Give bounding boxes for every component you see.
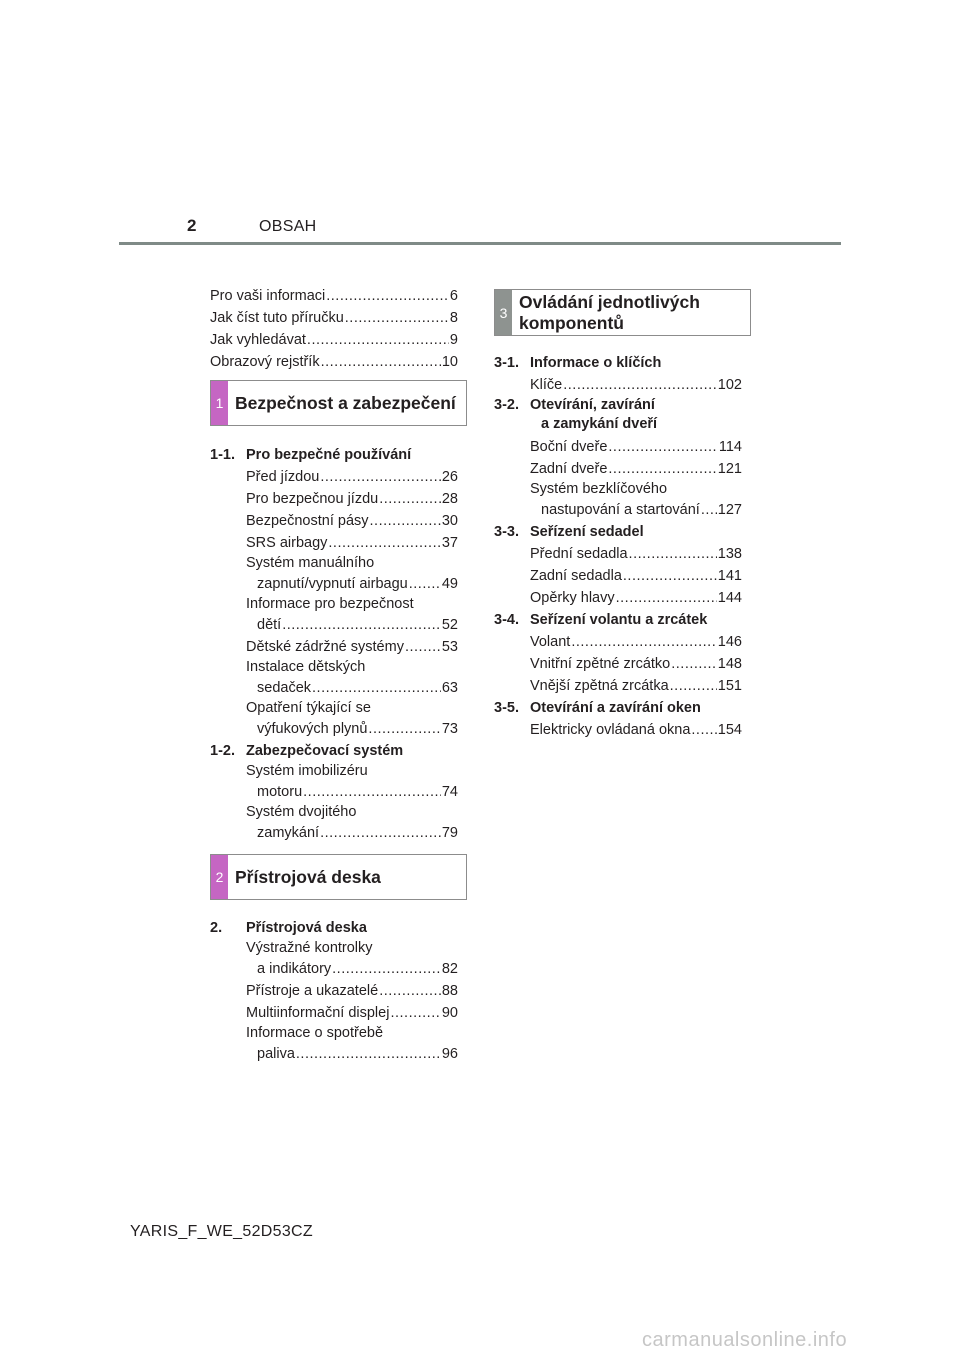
- toc-entry[interactable]: Opatření týkající se výfukových plynů ..... 73: [246, 699, 458, 740]
- toc-entry[interactable]: Zadní sedadla ..... 141: [530, 565, 742, 587]
- toc-entry[interactable]: Klíče ..... 102: [530, 374, 742, 396]
- toc-entry[interactable]: Systém bezklíčového nastupování a startování ..... 127: [530, 480, 742, 521]
- toc-entry[interactable]: SRS airbagy ..... 37: [246, 532, 458, 554]
- toc-entry[interactable]: Pro bezpečnou jízdu ..... 28: [246, 488, 458, 510]
- chapter-1-title: Bezpečnost a zabezpečení: [235, 393, 456, 413]
- toc-entry[interactable]: Volant ..... 146: [530, 631, 742, 653]
- toc-left-column: [210, 285, 458, 1065]
- section-heading[interactable]: 3-3. Seřízení sedadel: [494, 524, 644, 540]
- chapter-2-title: Přístrojová deska: [235, 867, 381, 887]
- page-number: 2: [187, 216, 197, 235]
- toc-entry[interactable]: Bezpečnostní pásy ..... 30: [246, 510, 458, 532]
- toc-entry[interactable]: Multiinformační displej ..... 90: [246, 1002, 458, 1024]
- toc-entry[interactable]: Systém imobilizéru motoru ..... 74: [246, 762, 458, 803]
- toc-entry[interactable]: Přístroje a ukazatelé ..... 88: [246, 980, 458, 1002]
- toc-entry[interactable]: Jak vyhledávat ..... 9: [210, 329, 458, 351]
- toc-entry[interactable]: Informace pro bezpečnost dětí ..... 52: [246, 595, 458, 636]
- toc-entry[interactable]: Pro vaši informaci ..... 6: [210, 285, 458, 307]
- chapter-1-tab: 1: [211, 381, 228, 425]
- header-divider: [119, 242, 841, 245]
- chapter-2-header[interactable]: [210, 854, 467, 900]
- chapter-3-header[interactable]: [494, 289, 751, 336]
- toc-entry[interactable]: Systém manuálního zapnutí/vypnutí airbagu ..... 49: [246, 554, 458, 595]
- toc-entry[interactable]: Informace o spotřebě paliva ..... 96: [246, 1024, 458, 1065]
- toc-entry[interactable]: Vnější zpětná zrcátka ..... 151: [530, 675, 742, 697]
- toc-entry[interactable]: Přední sedadla ..... 138: [530, 543, 742, 565]
- toc-entry[interactable]: Obrazový rejstřík ..... 10: [210, 351, 458, 373]
- toc-entry[interactable]: Instalace dětských sedaček ..... 63: [246, 658, 458, 699]
- chapter-1-header[interactable]: [210, 380, 467, 426]
- section-heading[interactable]: 3-2. Otevírání, zavírání a zamykání dveří: [494, 397, 658, 432]
- section-heading[interactable]: 3-5. Otevírání a zavírání oken: [494, 700, 701, 716]
- toc-entry[interactable]: Zadní dveře ..... 121: [530, 458, 742, 480]
- toc-entry[interactable]: Před jízdou ..... 26: [246, 466, 458, 488]
- chapter-2-tab: 2: [211, 855, 228, 899]
- toc-right-column: [494, 289, 742, 741]
- chapter-1-contents: [210, 444, 458, 844]
- document-code: YARIS_F_WE_52D53CZ: [130, 1223, 313, 1240]
- page-header: [0, 0, 960, 250]
- toc-entry[interactable]: Výstražné kontrolky a indikátory ..... 82: [246, 939, 458, 980]
- chapter-3-tab: 3: [495, 290, 512, 335]
- section-heading[interactable]: 1-2. Zabezpečovací systém: [210, 743, 404, 759]
- section-heading[interactable]: 2. Přístrojová deska: [210, 920, 367, 936]
- toc-entry[interactable]: Jak číst tuto příručku ..... 8: [210, 307, 458, 329]
- toc-entry[interactable]: Systém dvojitého zamykání ..... 79: [246, 803, 458, 844]
- section-heading[interactable]: 3-1. Informace o klíčích: [494, 355, 662, 371]
- section-heading[interactable]: 1-1. Pro bezpečné používání: [210, 447, 412, 463]
- section-title: OBSAH: [259, 218, 317, 235]
- toc-entry[interactable]: Opěrky hlavy ..... 144: [530, 587, 742, 609]
- chapter-3-title: Ovládání jednotlivých komponentů: [519, 291, 700, 333]
- chapter-3-contents: [494, 352, 742, 741]
- toc-intro-list: [210, 285, 458, 373]
- toc-entry[interactable]: Boční dveře ..... 114: [530, 436, 742, 458]
- toc-entry[interactable]: Dětské zádržné systémy ..... 53: [246, 636, 458, 658]
- toc-entry[interactable]: Vnitřní zpětné zrcátko ..... 148: [530, 653, 742, 675]
- chapter-2-contents: [210, 917, 458, 1065]
- toc-entry[interactable]: Elektricky ovládaná okna ..... 154: [530, 719, 742, 741]
- section-heading[interactable]: 3-4. Seřízení volantu a zrcátek: [494, 612, 708, 628]
- watermark: carmanualsonline.info: [642, 1329, 848, 1351]
